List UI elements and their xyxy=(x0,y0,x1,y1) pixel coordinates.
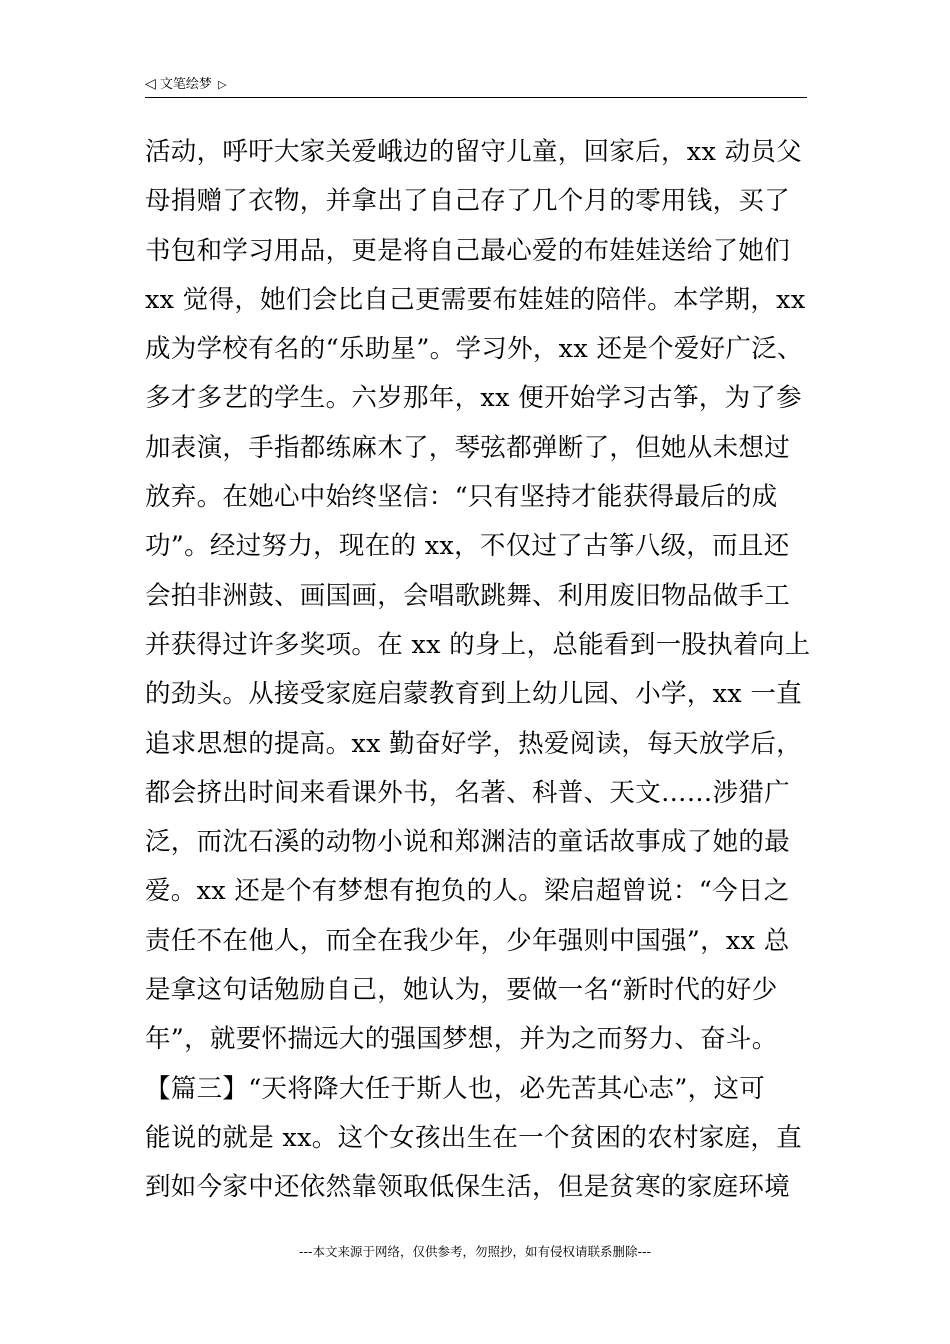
body-line: 加表演，手指都练麻木了，琴弦都弹断了，但她从未想过 xyxy=(145,432,791,463)
body-line: 书包和学习用品，更是将自己最心爱的布娃娃送给了她们 xyxy=(145,235,791,266)
body-line: 【篇三】“天将降大任于斯人也，必先苦其心志”，这可 xyxy=(145,1073,766,1104)
body-line: 多才多艺的学生。六岁那年，xx 便开始学习古筝，为了参 xyxy=(145,383,802,414)
brand-label xyxy=(145,74,227,95)
body-line: 年”，就要怀揣远大的强国梦想，并为之而努力、奋斗。 xyxy=(145,1024,778,1055)
brand-name: 文笔绘梦 xyxy=(159,77,212,92)
left-triangle-icon: ◁ xyxy=(145,76,156,92)
body-line: 泛，而沈石溪的动物小说和郑渊洁的童话故事成了她的最 xyxy=(145,827,791,858)
body-line: 会拍非洲鼓、画国画，会唱歌跳舞、利用废旧物品做手工 xyxy=(145,580,791,611)
body-line: xx 觉得，她们会比自己更需要布娃娃的陪伴。本学期，xx xyxy=(145,284,806,315)
body-line: 追求思想的提高。xx 勤奋好学，热爱阅读，每天放学后， xyxy=(145,728,802,759)
right-triangle-icon: ▷ xyxy=(218,78,227,91)
body-line: 放弃。在她心中始终坚信：“只有坚持才能获得最后的成 xyxy=(145,482,778,513)
body-line: 爱。xx 还是个有梦想有抱负的人。梁启超曾说：“今日之 xyxy=(145,876,790,907)
body-line: 功”。经过努力，现在的 xx，不仅过了古筝八级，而且还 xyxy=(145,531,790,562)
body-line: 活动，呼吁大家关爱峨边的留守儿童，回家后，xx 动员父 xyxy=(145,137,802,167)
body-line: 责任不在他人，而全在我少年，少年强则中国强”，xx 总 xyxy=(145,925,790,956)
body-line: 母捐赠了衣物，并拿出了自己存了几个月的零用钱，买了 xyxy=(145,186,791,217)
page-footer: ---本文来源于网络，仅供参考，勿照抄，如有侵权请联系删除--- xyxy=(298,1244,652,1259)
body-line: 的劲头。从接受家庭启蒙教育到上幼儿园、小学，xx 一直 xyxy=(145,679,802,710)
body-line: 能说的就是 xx。这个女孩出生在一个贫困的农村家庭，直 xyxy=(145,1122,802,1153)
header-divider xyxy=(145,97,807,98)
body-line: 是拿这句话勉励自己，她认为，要做一名“新时代的好少 xyxy=(145,975,778,1006)
body-line: 成为学校有名的“乐助星”。学习外，xx 还是个爱好广泛、 xyxy=(145,334,803,365)
body-line: 到如今家中还依然靠领取低保生活，但是贫寒的家庭环境 xyxy=(145,1172,791,1203)
document-body xyxy=(145,128,825,1213)
body-line: 并获得过许多奖项。在 xx 的身上，总能看到一股执着向上 xyxy=(145,629,811,660)
page-header xyxy=(145,72,807,100)
body-line: 都会挤出时间来看课外书，名著、科普、天文……涉猎广 xyxy=(145,777,791,808)
